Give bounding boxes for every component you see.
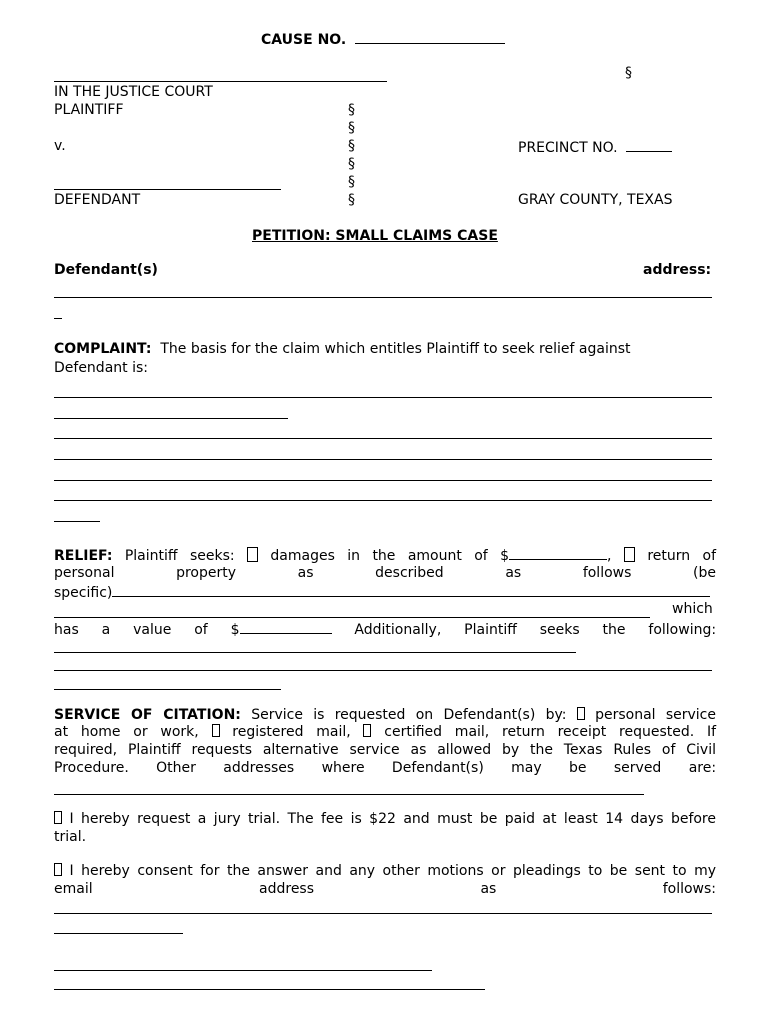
word: as	[297, 565, 314, 581]
service-line-2	[54, 723, 716, 741]
word: Procedure.	[54, 760, 129, 776]
cause-no-field[interactable]	[355, 29, 505, 44]
which-label: which	[672, 601, 713, 617]
complaint-text: The basis for the claim which entitles Plaintiff to seek relief against	[160, 341, 631, 357]
defendants-label: Defendant(s)	[54, 262, 158, 278]
relief-line-5	[54, 619, 716, 639]
section-symbol: §	[348, 174, 355, 190]
word: Additionally,	[354, 622, 442, 638]
word: follows:	[662, 881, 717, 897]
word: property	[176, 565, 237, 581]
word: $	[230, 622, 240, 638]
property-description-field[interactable]	[112, 582, 710, 597]
property-value-field[interactable]	[240, 619, 332, 634]
address-label: address:	[643, 262, 712, 278]
plaintiff-label: PLAINTIFF	[54, 102, 124, 118]
precinct-row	[518, 137, 672, 157]
comma: ,	[607, 548, 612, 564]
complaint-answer-line[interactable]	[54, 459, 712, 460]
signature-line[interactable]	[54, 970, 432, 971]
service-line-4	[54, 759, 716, 777]
consent-line-2	[54, 880, 716, 898]
jury-trial-checkbox[interactable]	[54, 811, 62, 824]
complaint-label: COMPLAINT:	[54, 341, 152, 357]
section-symbol: §	[348, 102, 355, 118]
certified-mail-text: certified mail, return receipt requested.	[384, 724, 695, 740]
cause-no-label: CAUSE NO.	[261, 32, 347, 48]
complaint-answer-line[interactable]	[54, 480, 712, 481]
complaint-answer-line[interactable]	[54, 438, 712, 439]
other-addresses-line[interactable]	[54, 794, 644, 795]
word: described	[375, 565, 444, 581]
complaint-answer-line[interactable]	[54, 418, 288, 419]
complaint-answer-line[interactable]	[54, 500, 712, 501]
damages-amount-field[interactable]	[509, 545, 607, 560]
word: are:	[688, 760, 717, 776]
section-symbol: §	[625, 65, 632, 81]
additional-relief-line[interactable]	[54, 670, 712, 671]
section-symbol: §	[348, 120, 355, 136]
word: seeks	[539, 622, 580, 638]
certified-mail-checkbox[interactable]	[363, 724, 371, 737]
precinct-label: PRECINCT NO.	[518, 140, 618, 156]
jury-line-1	[54, 810, 716, 828]
complaint-line	[54, 340, 631, 358]
word: be	[569, 760, 587, 776]
word: following:	[648, 622, 717, 638]
personal-service-checkbox[interactable]	[577, 707, 585, 720]
registered-mail-checkbox[interactable]	[212, 724, 220, 737]
word: personal	[54, 565, 115, 581]
word: as	[480, 881, 497, 897]
word: Defendant(s)	[391, 760, 484, 776]
email-consent-checkbox[interactable]	[54, 863, 62, 876]
complaint-answer-line[interactable]	[54, 521, 100, 522]
cause-no-heading	[261, 29, 505, 49]
word: Other	[156, 760, 196, 776]
additional-relief-line[interactable]	[54, 689, 281, 690]
defendant-label: DEFENDANT	[54, 192, 141, 208]
precinct-field[interactable]	[626, 137, 672, 152]
service-label: SERVICE OF CITATION:	[54, 707, 241, 723]
court-name: IN THE JUSTICE COURT	[54, 84, 213, 100]
word: as	[505, 565, 522, 581]
section-symbol: §	[348, 138, 355, 154]
word: a	[101, 622, 111, 638]
service-text: If	[706, 724, 717, 740]
county-label: GRAY COUNTY, TEXAS	[518, 192, 673, 208]
service-line-3: required, Plaintiff requests alternative service as allowed by the Texas Rules of Civil	[54, 742, 716, 758]
word: address	[259, 881, 315, 897]
additional-relief-line[interactable]	[54, 652, 576, 653]
signature-line[interactable]	[54, 989, 485, 990]
section-symbol: §	[348, 192, 355, 208]
consent-line-1	[54, 862, 716, 880]
complaint-text-2: Defendant is:	[54, 360, 148, 376]
word: (be	[693, 565, 716, 581]
word: value	[133, 622, 172, 638]
specific-label: specific)	[54, 585, 113, 601]
defendant-name-line[interactable]	[54, 189, 281, 190]
section-symbol: §	[348, 156, 355, 172]
relief-line-2	[54, 564, 716, 582]
property-description-line[interactable]	[54, 617, 650, 618]
registered-mail-text: registered mail,	[232, 724, 351, 740]
word: has	[54, 622, 79, 638]
service-text: at home or work,	[54, 724, 199, 740]
complaint-answer-line[interactable]	[54, 397, 712, 398]
return-of-text: return of	[647, 548, 717, 564]
word: addresses	[223, 760, 295, 776]
word: of	[194, 622, 208, 638]
jury-line-2: trial.	[54, 829, 87, 845]
personal-service-text: personal service	[595, 707, 716, 723]
word: served	[613, 760, 662, 776]
defendant-address-line-end[interactable]	[54, 318, 62, 319]
damages-checkbox[interactable]	[247, 547, 258, 562]
email-address-line[interactable]	[54, 913, 712, 914]
word: follows	[582, 565, 632, 581]
word: where	[321, 760, 365, 776]
service-line-1	[54, 706, 716, 724]
plaintiff-name-line[interactable]	[54, 81, 387, 82]
jury-text: I hereby request a jury trial. The fee is $22 and must be paid at least 14 days before	[69, 811, 716, 827]
word: Plaintiff	[464, 622, 517, 638]
word: email	[54, 881, 93, 897]
service-text: Service is requested on Defendant(s) by:	[251, 707, 567, 723]
relief-label: RELIEF:	[54, 548, 113, 564]
versus-label: v.	[54, 138, 66, 154]
word: the	[602, 622, 626, 638]
damages-text: damages in the amount of $	[270, 548, 510, 564]
relief-line-1	[54, 545, 716, 565]
consent-text: I hereby consent for the answer and any other motions or pleadings to be sent to my	[69, 863, 717, 879]
relief-line-3	[54, 582, 710, 602]
word: may	[511, 760, 542, 776]
relief-seeks: Plaintiff seeks:	[124, 548, 235, 564]
email-address-line[interactable]	[54, 933, 183, 934]
defendant-address-line[interactable]	[54, 297, 712, 298]
return-property-checkbox[interactable]	[624, 547, 635, 562]
petition-title: PETITION: SMALL CLAIMS CASE	[252, 228, 498, 244]
